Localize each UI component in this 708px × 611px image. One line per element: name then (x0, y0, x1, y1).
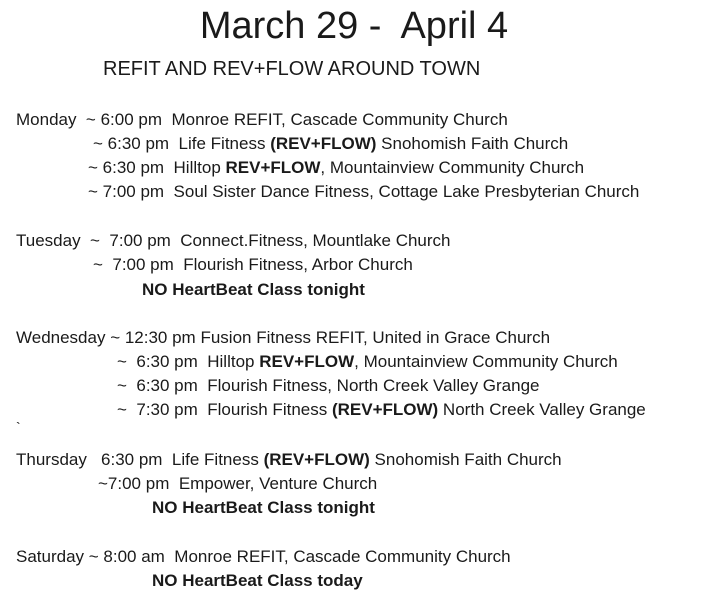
schedule-line-wednesday-3 (117, 375, 540, 397)
time-label: ~7:00 pm (98, 474, 179, 493)
saturday-note: NO HeartBeat Class today (152, 571, 363, 590)
tuesday-note: NO HeartBeat Class tonight (142, 280, 365, 299)
thursday-note: NO HeartBeat Class tonight (152, 498, 375, 517)
class-label: Empower, Venture Church (178, 474, 378, 493)
rev-flow-label: (REV+FLOW) (263, 450, 370, 469)
stray-mark: ` (16, 419, 21, 435)
schedule-line-tuesday-2 (93, 254, 413, 276)
rev-flow-label: (REV+FLOW) (331, 400, 439, 419)
time-label: ~ 6:30 pm (93, 134, 179, 153)
location-label: , Mountainview Community Church (320, 158, 585, 177)
class-label: Flourish Fitness, North Creek Valley Grange (207, 376, 540, 395)
schedule-line-monday-4 (88, 181, 639, 203)
time-label: ~ 7:00 pm (88, 182, 174, 201)
time-label: ~ 7:00 pm (93, 255, 184, 274)
schedule-line-monday-1 (16, 109, 508, 131)
time-label: Thursday 6:30 pm (16, 450, 172, 469)
class-label: Monroe REFIT, Cascade Community Church (174, 547, 511, 566)
location-label: Snohomish Faith Church (369, 450, 562, 469)
class-label: Life Fitness (178, 134, 271, 153)
schedule-line-monday-3 (88, 157, 584, 179)
class-label: Monroe REFIT, Cascade Community Church (171, 110, 508, 129)
schedule-line-wednesday-4 (117, 399, 646, 421)
schedule-line-thursday-2 (98, 473, 377, 495)
schedule-line-monday-2 (93, 133, 568, 155)
time-label: Saturday ~ 8:00 am (16, 547, 175, 566)
page-title: March 29 - April 4 (199, 5, 509, 47)
class-label: Life Fitness (171, 450, 264, 469)
page-subtitle: REFIT AND REV+FLOW AROUND TOWN (103, 58, 481, 80)
schedule-line-saturday-1 (16, 546, 511, 568)
location-label: , Mountainview Community Church (354, 352, 618, 371)
class-label: Soul Sister Dance Fitness, Cottage Lake Presbyterian Church (173, 182, 640, 201)
rev-flow-label: (REV+FLOW) (270, 134, 377, 153)
rev-flow-label: REV+FLOW (259, 352, 355, 371)
location-label: North Creek Valley Grange (438, 400, 646, 419)
schedule-line-thursday-1 (16, 449, 562, 471)
time-label: ~ 7:30 pm (117, 400, 208, 419)
time-label: ~ 6:30 pm (117, 352, 208, 371)
class-label: Hilltop (173, 158, 226, 177)
class-label: Flourish Fitness (207, 400, 332, 419)
class-label: Flourish Fitness, Arbor Church (183, 255, 413, 274)
class-label: Hilltop (207, 352, 260, 371)
schedule-line-tuesday-1 (16, 230, 451, 252)
schedule-line-wednesday-1 (16, 327, 550, 349)
time-label: Monday ~ 6:00 pm (16, 110, 172, 129)
location-label: Snohomish Faith Church (376, 134, 569, 153)
time-label: Wednesday ~ 12:30 pm (16, 328, 201, 347)
class-label: Fusion Fitness REFIT, United in Grace Church (200, 328, 551, 347)
time-label: ~ 6:30 pm (88, 158, 174, 177)
rev-flow-label: REV+FLOW (225, 158, 321, 177)
time-label: Tuesday ~ 7:00 pm (16, 231, 181, 250)
schedule-line-wednesday-2 (117, 351, 618, 373)
time-label: ~ 6:30 pm (117, 376, 208, 395)
class-label: Connect.Fitness, Mountlake Church (180, 231, 451, 250)
